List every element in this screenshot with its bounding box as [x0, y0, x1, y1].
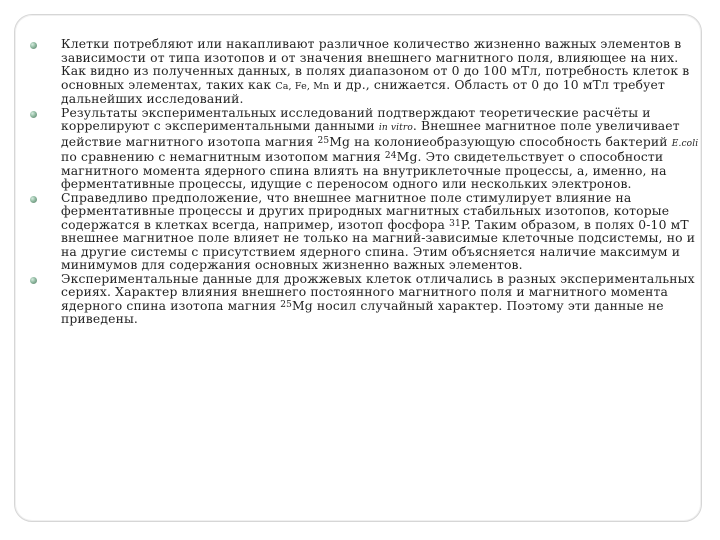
- bullet-2-part-1: Результаты экспериментальных исследований подтверждают теоретические расчёты и коррелируют с экспериментальными данными: [61, 105, 651, 133]
- bullet-2-part-5: Mg на колониеобразующую способность бактерий: [329, 134, 672, 149]
- bullet-3-part-3: P. Таким образом, в полях 0-10 мТ внешнее магнитное поле влияет не только на магний-зависимые клеточные подсистемы, но и на другие системы с присутствием ядерного спина. Этим объясняется наличие максимум и минимумов для содержания основных жизненно важных элементов.: [61, 217, 696, 272]
- bullet-item-3: [30, 192, 700, 273]
- bullet-2-part-7: по сравнению с немагнитным изотопом магния: [61, 150, 385, 164]
- bullet-2-part-3: . Внешнее магнитное поле увеличивает действие магнитного изотопа магния: [61, 119, 680, 149]
- bullet-text-3: [61, 192, 700, 273]
- bullet-dot-icon: [30, 111, 37, 118]
- bullet-2-ecoli: E.coli: [671, 138, 699, 149]
- bullet-2-part-9: Mg. Это свидетельствует о способности магнитного момента ядерного спина влиять на внутриклеточные процессы, а, именно, на ферментативные процессы, идущие с переносом одного или нескольких электронов.: [61, 150, 667, 191]
- bullet-2-in-vitro: in vitro: [378, 123, 413, 133]
- bullet-2-isotope-25: 25: [317, 135, 330, 146]
- bullet-1-part-3: и др., снижается. Область от 0 до 10 мТл требует дальнейших исследований.: [61, 77, 665, 106]
- bullet-4-part-3: Mg носил случайный характер. Поэтому эти данные не приведены.: [61, 298, 664, 326]
- bullet-item-1: [30, 38, 700, 107]
- bullet-3-isotope-31: 31: [449, 218, 461, 229]
- bullet-text-2: [61, 107, 700, 192]
- slide-content: [30, 38, 700, 327]
- bullet-2-isotope-24: 24: [384, 151, 397, 161]
- bullet-4-part-1: Экспериментальные данные для дрожжевых клеток отличались в разных экспериментальных сериях. Характер влияния внешнего постоянного магнитного поля и магнитного момента ядерного спина изотопа магния: [61, 271, 695, 313]
- bullet-list: [30, 38, 700, 327]
- bullet-dot-icon: [30, 42, 37, 49]
- bullet-dot-icon: [30, 196, 37, 203]
- bullet-item-2: [30, 107, 700, 192]
- bullet-3-part-1: Справедливо предположение, что внешнее магнитное поле стимулирует влияние на ферментативные процессы и других природных магнитных стабильных изотопов, которые содержатся в клетках всегда, например, изотоп фосфора: [61, 190, 670, 232]
- bullet-text-4: [61, 273, 700, 327]
- bullet-item-4: [30, 273, 700, 327]
- bullet-1-part-1: Клетки потребляют или накапливают различное количество жизненно важных элементов в зависимости от типа изотопов и от значения внешнего магнитного поля, влияющее на них. Как видно из полученных данных, в полях диапазоном от 0 до 100 мТл, потребность клеток в основных элементах, таких как: [61, 37, 690, 92]
- bullet-4-isotope-25: 25: [280, 299, 292, 310]
- bullet-1-elements: Ca, Fe, Mn: [275, 80, 330, 92]
- bullet-dot-icon: [30, 277, 37, 284]
- bullet-text-1: [61, 38, 700, 107]
